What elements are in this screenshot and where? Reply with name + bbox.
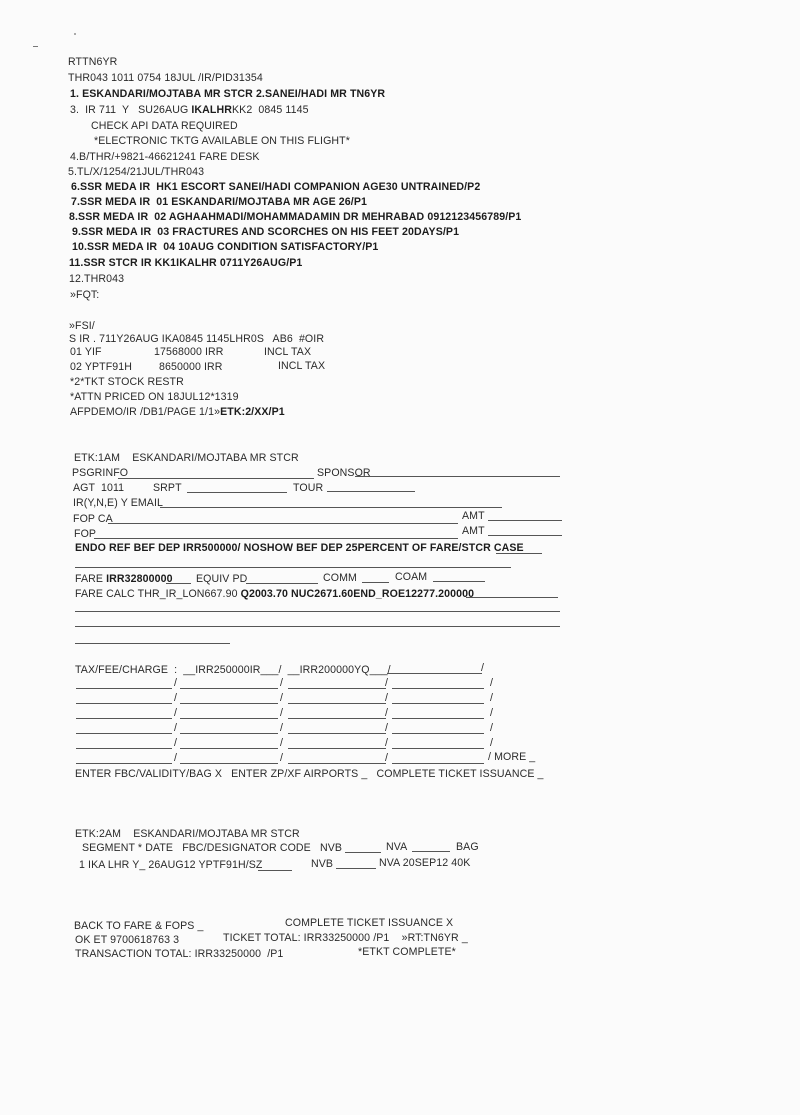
record-locator: RTTN6YR [68,56,118,68]
ticket-total: TICKET TOTAL: IRR33250000 /P1 »RT:TN6YR _ [223,932,468,944]
tax-grid-field[interactable] [392,703,484,704]
ticket-limit: 5.TL/X/1254/21JUL/THR043 [68,166,205,178]
fsi-command: »FSI/ [69,320,95,332]
nva-field[interactable] [412,851,450,852]
tax-grid-slash: / [385,737,389,749]
fare-calc-bold: Q2003.70 NUC2671.60END_ROE12277.200000 [240,588,475,600]
fare-2-tax: INCL TAX [278,360,326,372]
more-label: / MORE _ [488,751,536,763]
tax-grid-slash: / [174,752,178,764]
tax-grid-slash: / [490,707,494,719]
tax-field-3[interactable] [387,673,482,674]
fare-2-code: 02 YPTF91H [70,361,133,373]
tax-grid-field[interactable] [392,763,484,764]
tax-grid-field[interactable] [288,763,386,764]
etk2-header: ETK:2AM ESKANDARI/MOJTABA MR STCR [75,828,300,840]
segment-row: 1 IKA LHR Y_ 26AUG12 YPTF91H/SZ [79,859,263,871]
tax-grid-field[interactable] [180,718,278,719]
electronic-tktg: *ELECTRONIC TKTG AVAILABLE ON THIS FLIGHT* [94,135,350,147]
tax-grid-slash: / [174,707,178,719]
etk1-header: ETK:1AM ESKANDARI/MOJTABA MR STCR [74,452,299,464]
tax-grid-slash: / [385,677,389,689]
tax-grid-slash: / [280,707,284,719]
ssr-6: 6.SSR MEDA IR HK1 ESCORT SANEI/HADI COMPANION AGE30 UNTRAINED/P2 [71,181,481,193]
psginfo-label: PSGRINFO [72,467,129,479]
fare-1-code: 01 YIF [70,346,102,358]
tax-grid-field[interactable] [180,703,278,704]
tax-grid-slash: / [490,722,494,734]
tax-grid-field[interactable] [76,718,172,719]
fop-field[interactable] [94,538,458,539]
tax-grid-slash: / [385,752,389,764]
fsi-segment: S IR . 711Y26AUG IKA0845 1145LHR0S AB6 #OIR [69,333,325,345]
nva-value: NVA 20SEP12 40K [379,857,471,869]
tax-grid-slash: / [385,707,389,719]
flight-segment [70,104,309,117]
ssr-10: 10.SSR MEDA IR 04 10AUG CONDITION SATISFACTORY/P1 [72,241,379,253]
coam-label: COAM [395,571,428,583]
sponsor-label: SPONSOR [317,467,371,479]
ssr-11: 11.SSR STCR IR KK1IKALHR 0711Y26AUG/P1 [69,257,303,269]
afp-prefix: AFPDEMO/IR /DB1/PAGE 1/1» [70,406,221,418]
ok-et: OK ET 9700618763 3 [75,934,180,946]
segment-prefix: 3. IR 711 Y SU26AUG [70,104,192,116]
scan-speck [33,46,38,47]
fare-line [75,573,173,586]
complete-ticket-issuance[interactable]: COMPLETE TICKET ISSUANCE X [285,917,454,929]
tax-grid-slash: / [385,692,389,704]
tax-grid-slash: / [174,737,178,749]
amt-1-field[interactable] [488,520,562,521]
segment-city: IKALHR [191,104,232,116]
tax-grid-field[interactable] [288,703,386,704]
passenger-names: 1. ESKANDARI/MOJTABA MR STCR 2.SANEI/HADI MR TN6YR [70,88,386,100]
bag-label: BAG [456,841,479,853]
email-field[interactable] [160,507,502,508]
tax-grid-slash: / [280,752,284,764]
tax-grid-field[interactable] [76,733,172,734]
fare-2-amount: 8650000 IRR [159,361,223,373]
tax-grid-field[interactable] [288,748,386,749]
tax-grid-field[interactable] [76,688,172,689]
comm-field[interactable] [362,582,389,583]
tax-grid-field[interactable] [392,718,484,719]
amt-1-label: AMT [462,510,485,522]
tax-grid-slash: / [490,737,494,749]
tax-slash: / [481,662,485,674]
tax-grid-slash: / [174,722,178,734]
nvb-field[interactable] [345,852,381,853]
equiv-field[interactable] [246,583,318,584]
fare-1-tax: INCL TAX [264,346,312,358]
tax-grid-field[interactable] [392,733,484,734]
tour-field[interactable] [327,491,415,492]
enter-options: ENTER FBC/VALIDITY/BAG X ENTER ZP/XF AIRPORTS _ COMPLETE TICKET ISSUANCE _ [75,768,544,780]
segment-header: SEGMENT * DATE FBC/DESIGNATOR CODE NVB [82,842,343,854]
tax-grid-field[interactable] [288,733,386,734]
fare-calc [75,588,474,601]
tax-grid-field[interactable] [76,763,172,764]
amt-2-field[interactable] [488,535,562,536]
phone-line: 4.B/THR/+9821-46621241 FARE DESK [70,151,260,163]
sponsor-field[interactable] [355,476,560,477]
check-api: CHECK API DATA REQUIRED [91,120,238,132]
endorsement-field[interactable] [496,553,542,554]
tax-grid-field[interactable] [288,718,386,719]
srpt-label: SRPT [153,482,182,494]
fare-calc-line-4[interactable] [75,643,230,644]
etkt-complete: *ETKT COMPLETE* [358,946,456,958]
fare-calc-line-2[interactable] [75,611,560,612]
srpt-field[interactable] [187,492,287,493]
tax-grid-field[interactable] [180,733,278,734]
ticket-stock: *2*TKT STOCK RESTR [70,376,184,388]
fare-value: IRR32800000 [106,573,173,585]
comm-label: COMM [323,572,357,584]
tax-grid-slash: / [385,722,389,734]
fop-ca-label: FOP CA [73,513,113,525]
afp-etk: ETK:2/XX/P1 [220,406,285,418]
tax-line: TAX/FEE/CHARGE : __IRR250000IR___/ __IRR200000YQ___/ [75,664,391,676]
tax-grid-field[interactable] [180,688,278,689]
agt-label: AGT 1011 [73,482,125,494]
office-line: THR043 1011 0754 18JUL /IR/PID31354 [68,72,263,84]
nva-label: NVA [386,841,408,853]
tax-grid-field[interactable] [392,688,484,689]
fop-ca-field[interactable] [108,523,458,524]
tax-grid-field[interactable] [180,748,278,749]
afp-line [70,406,285,419]
tax-grid-slash: / [280,692,284,704]
tax-grid-slash: / [490,677,494,689]
fare-calc-line-3[interactable] [75,626,560,627]
fare-calc-field[interactable] [466,597,558,598]
nvb-2-field[interactable] [336,868,376,869]
endorsement: ENDO REF BEF DEP IRR500000/ NOSHOW BEF DEP 25PERCENT OF FARE/STCR CASE [75,542,524,554]
tax-grid-slash: / [280,677,284,689]
tax-grid-field[interactable] [392,748,484,749]
fare-1-amount: 17568000 IRR [154,346,224,358]
fare-label: FARE [75,573,107,585]
equiv-label: EQUIV PD [196,573,248,585]
endorsement-extra-field[interactable] [75,567,511,568]
tour-label: TOUR [293,482,324,494]
back-to-fare[interactable]: BACK TO FARE & FOPS _ [74,920,204,932]
tax-grid-slash: / [280,722,284,734]
scan-speck [74,33,76,35]
email-label: IR(Y,N,E) Y EMAIL [73,497,164,509]
segment-suffix: KK2 0845 1145 [231,104,309,116]
fqt-command: »FQT: [70,289,100,301]
coam-field[interactable] [433,581,485,582]
ssr-9: 9.SSR MEDA IR 03 FRACTURES AND SCORCHES ON HIS FEET 20DAYS/P1 [72,226,460,238]
amt-2-label: AMT [462,525,485,537]
fare-calc-prefix: FARE CALC THR_IR_LON667.90 [75,588,241,600]
tax-grid-slash: / [174,692,178,704]
tax-grid-slash: / [490,692,494,704]
tax-grid-field[interactable] [76,703,172,704]
tax-grid-field[interactable] [76,748,172,749]
tax-grid-slash: / [280,737,284,749]
ssr-8: 8.SSR MEDA IR 02 AGHAAHMADI/MOHAMMADAMIN DR MEHRABAD 0912123456789/P1 [69,211,522,223]
tax-grid-field[interactable] [180,763,278,764]
tax-grid-slash: / [174,677,178,689]
psginfo-field[interactable] [118,478,314,479]
item-12: 12.THR043 [69,273,125,285]
attn-priced: *ATTN PRICED ON 18JUL12*1319 [70,391,239,403]
fbc-field[interactable] [258,870,292,871]
fop-label: FOP [74,528,97,540]
ssr-7: 7.SSR MEDA IR 01 ESKANDARI/MOJTABA MR AGE 26/P1 [71,196,367,208]
transaction-total: TRANSACTION TOTAL: IRR33250000 /P1 [75,948,284,960]
fare-field[interactable] [166,583,191,584]
tax-grid-field[interactable] [288,688,386,689]
nvb-2-label: NVB [311,858,334,870]
